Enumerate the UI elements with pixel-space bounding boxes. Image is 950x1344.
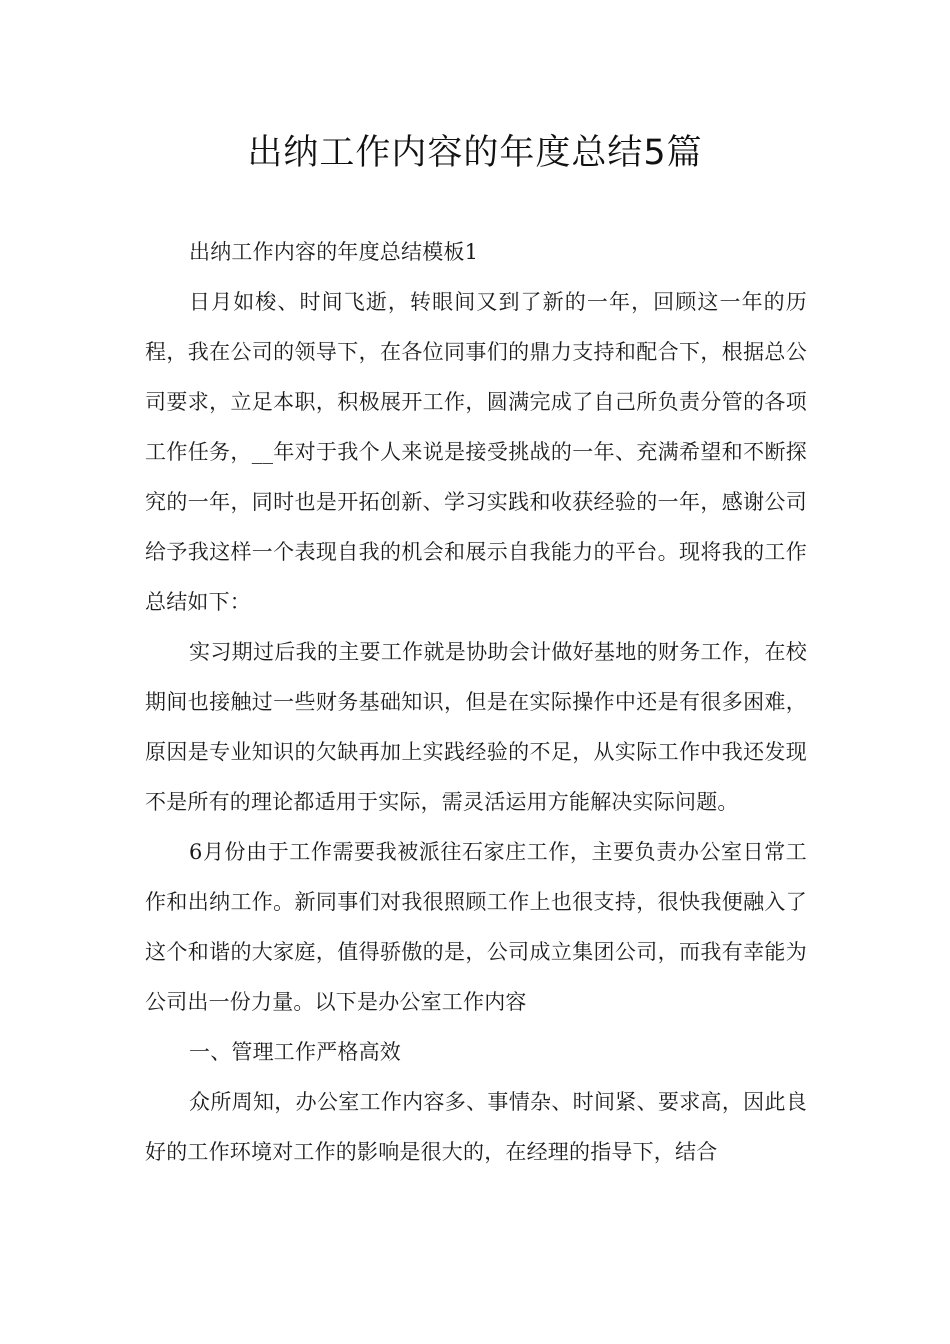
document-body: [145, 227, 807, 1177]
paragraph-internship: 实习期过后我的主要工作就是协助会计做好基地的财务工作，在校期间也接触过一些财务基础知识，但是在实际操作中还是有很多困难，原因是专业知识的欠缺再加上实践经验的不足，从实际工作中我还发现不是所有的理论都适用于实际，需灵活运用方能解决实际问题。: [145, 640, 807, 814]
document-title: 出纳工作内容的年度总结5篇: [247, 133, 703, 173]
section-heading-template-1: 出纳工作内容的年度总结模板1: [189, 240, 479, 264]
paragraph-office-work: 众所周知，办公室工作内容多、事情杂、时间紧、要求高，因此良好的工作环境对工作的影响是很大的，在经理的指导下，结合: [145, 1090, 807, 1164]
paragraph-intro: 日月如梭、时间飞逝，转眼间又到了新的一年，回顾这一年的历程，我在公司的领导下，在各位同事们的鼎力支持和配合下，根据总公司要求，立足本职，积极展开工作，圆满完成了自己所负责分管的各项工作任务，__年对于我个人来说是接受挑战的一年、充满希望和不断探究的一年，同时也是开拓创新、学习实践和收获经验的一年，感谢公司给予我这样一个表现自我的机会和展示自我能力的平台。现将我的工作总结如下：: [145, 290, 807, 614]
section-heading-management: 一、管理工作严格高效: [189, 1040, 401, 1064]
paragraph-june-assignment: 6月份由于工作需要我被派往石家庄工作，主要负责办公室日常工作和出纳工作。新同事们对我很照顾工作上也很支持，很快我便融入了这个和谐的大家庭，值得骄傲的是，公司成立集团公司，而我有幸能为公司出一份力量。以下是办公室工作内容: [145, 840, 807, 1014]
